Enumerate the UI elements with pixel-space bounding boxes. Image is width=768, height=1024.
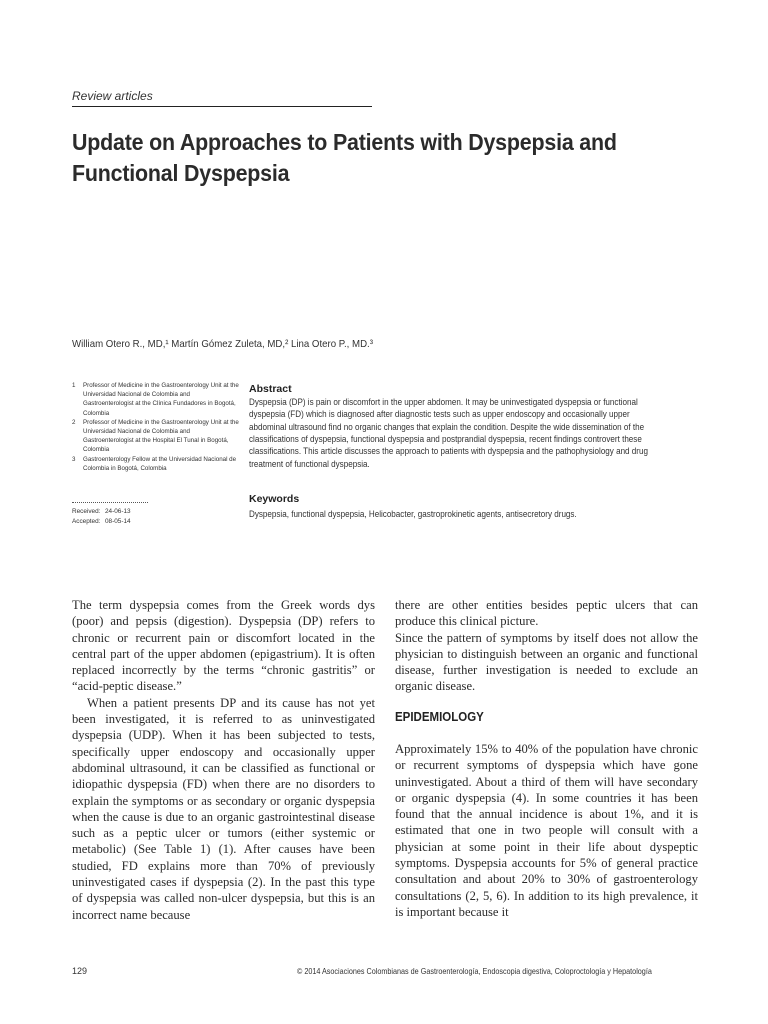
received-value: 24-06-13 — [105, 508, 131, 515]
body-column-right-bottom — [395, 741, 698, 920]
affiliation-number: 1 — [72, 382, 76, 389]
affiliation-item — [72, 381, 242, 418]
body-paragraph: there are other entities besides peptic ulcers that can produce this clinical picture. — [395, 598, 698, 629]
article-title: Update on Approaches to Patients with Dyspepsia and Functional Dyspepsia — [72, 129, 617, 186]
body-column-left — [72, 597, 375, 923]
body-column-right-top — [395, 597, 698, 695]
abstract-heading: Abstract — [249, 383, 292, 395]
affiliation-text: Professor of Medicine in the Gastroenterology Unit at the Universidad Nacional de Colombia and Gastroenterologist at the Hospital El Tunal in Bogotá, Colombia — [83, 418, 239, 454]
dates-divider — [72, 502, 148, 503]
affiliation-number: 2 — [72, 418, 76, 426]
received-date — [72, 507, 131, 517]
accepted-value: 08-05-14 — [105, 518, 131, 525]
received-label: Received: — [72, 508, 101, 515]
section-label: Review articles — [72, 89, 153, 103]
affiliation-list — [72, 381, 242, 473]
keywords-text: Dyspepsia, functional dyspepsia, Helicobacter, gastroprokinetic agents, antisecretory drugs. — [249, 509, 577, 519]
epidemiology-heading: EPIDEMIOLOGY — [395, 710, 484, 724]
affiliation-text: Professor of Medicine in the Gastroenterology Unit at the Universidad Nacional de Colombia and Gastroenterologist at the Clínica Fundadores in Bogotá, Colombia — [83, 382, 239, 417]
body-paragraph: The term dyspepsia comes from the Greek words dys (poor) and pepsis (digestion). Dyspepsia (DP) refers to chronic or recurrent pain or discomfort located in the central part of the upper abdomen (epigastrium). It is often replaced incorrectly by the terms “chronic gastritis” or “acid-peptic disease.” — [72, 598, 375, 694]
accepted-label: Accepted: — [72, 518, 101, 525]
body-paragraph: Approximately 15% to 40% of the population have chronic or recurrent symptoms of dyspepsia which have gone uninvestigated. About a third of them will have secondary or organic dyspepsia (4). In some countries it has been found that the annual incidence is about 1%, and it is estimated that one in two people will consult with a physician at some point in their life about dyspeptic symptoms. Dyspepsia accounts for 5% of general practice consultation and about 20% to 30% of gastroenterology consultations (2, 5, 6). In addition to its high prevalence, it is important because it — [395, 742, 698, 919]
affiliation-item — [72, 418, 242, 455]
author-list: William Otero R., MD,¹ Martín Gómez Zuleta, MD,² Lina Otero P., MD.³ — [72, 338, 373, 350]
accepted-date — [72, 517, 131, 527]
keywords-heading: Keywords — [249, 493, 300, 505]
affiliation-item — [72, 455, 242, 473]
article-dates — [72, 507, 131, 527]
body-paragraph: Since the pattern of symptoms by itself does not allow the physician to distinguish between an organic and functional disease, further investigation is needed to exclude an organic disease. — [395, 630, 698, 694]
abstract-text: Dyspepsia (DP) is pain or discomfort in the upper abdomen. It may be uninvestigated dyspepsia or functional dyspepsia (FD) which is diagnosed after diagnostic tests such as upper endoscopy and occasionally upper abdominal ultrasound find no organic changes that explain the condition. Despite the wide dissemination of the classifications of dyspepsia, functional dyspepsia and postprandial dyspepsia, recent findings controvert these classifications. This article discusses the approach to patients with dyspepsia and the pathophysiology and drug treatment of functional dyspepsia. — [249, 397, 648, 469]
page-number: 129 — [72, 966, 88, 976]
footer-copyright: © 2014 Asociaciones Colombianas de Gastroenterología, Endoscopia digestiva, Coloproctología y Hepatología — [297, 966, 652, 976]
affiliation-number: 3 — [72, 455, 76, 463]
section-divider — [72, 106, 372, 107]
body-paragraph: When a patient presents DP and its cause has not yet been investigated, it is referred to as uninvestigated dyspepsia (UDP). When it has been subjected to tests, specifically upper endoscopy and occasionally upper abdominal ultrasound, it can be classified as functional or idiopathic dyspepsia (FD) when there are no disorders to explain the symptoms or as secondary or organic dyspepsia when the cause is due to an organic gastrointestinal disease such as a peptic ulcer or tumors (either systemic or metabolic) (See Table 1) (1). After causes have been studied, FD explains more than 70% of previously uninvestigated cases if dyspepsia (2). In the past this type of dyspepsia was called non-ulcer dyspepsia, but this is an incorrect name because — [72, 695, 375, 922]
affiliation-text: Gastroenterology Fellow at the Universidad Nacional de Colombia in Bogotá, Colombia — [83, 455, 237, 472]
